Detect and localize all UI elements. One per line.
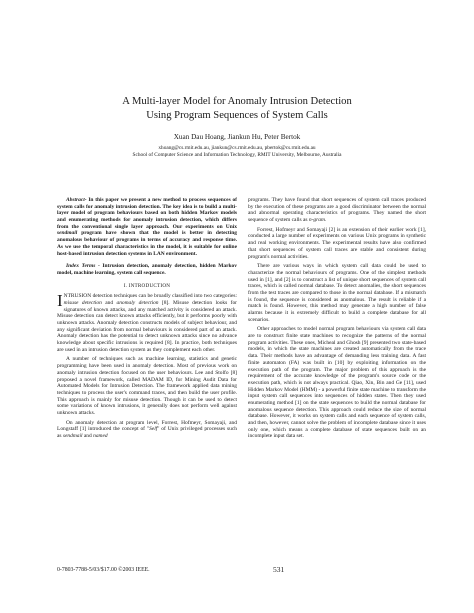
right-paragraph-1 xyxy=(248,197,426,224)
right-ngram: n-gram xyxy=(308,217,325,224)
intro-p1-a: NTRUSION detection techniques can be broadly classified into two categories: xyxy=(63,293,237,300)
intro-paragraph-3 xyxy=(57,420,237,440)
introduction xyxy=(57,293,237,439)
right-column xyxy=(248,197,426,440)
right-paragraph-2: Forrest, Hofmeyr and Somayaji [2] is an extension of their earlier work [1], conducted a large number of experiments on various Unix programs in synthetic and real working environments. The experimental results have also confirmed that short sequences of system call traces are stable and consistent during program's normal activities. xyxy=(248,226,426,260)
intro-p1-b: and xyxy=(101,299,117,306)
left-column xyxy=(57,197,237,440)
paper-title xyxy=(0,95,474,123)
intro-misuse: misuse detection xyxy=(63,299,102,306)
intro-self: Self xyxy=(149,426,158,433)
title-line-1: A Multi-layer Model for Anomaly Intrusion Detection xyxy=(122,96,352,107)
right-paragraph-4: Other approaches to model normal program behaviours via system call data are to construct finite state machines to recognize the patterns of the normal program activities. These ones, Micheal and Ghosh [9] presented two state-based models, in which the state machines are created automatically from the trace data. Their methods have an advantage of demanding less training data. A fast finite automaton (FA) was built in [10] by exploiting information on the execution path of the program. The major problem of this approach is the requirement of the accurate knowledge of the program's source code or the execution path, which is not always practical. Qiao, Xin, Bin and Ge [11], used Hidden Markov Model (HMM) - a powerful finite state machine to transform the input system call sequences into sequences of hidden states. Then they used enumerating method [1] on the state sequences to build the normal database for anomalous sequence detection. This approach could reduce the size of normal database. However, it works on system calls and each sequence of system calls, and then, however, cannot solve the problem of incomplete database since it uses only one, which means a complete database of state sequences built on an incomplete input data set. xyxy=(248,326,426,440)
index-terms xyxy=(57,263,237,276)
intro-paragraph-1 xyxy=(57,293,237,353)
page-number: 531 xyxy=(273,565,285,574)
intro-paragraph-2: A number of techniques such as machine learning, statistics and genetic programming have been used in anomaly detection. Most of previous work on anomaly intrusion detection focused on the user behaviours. Lee and Stolfo [8] proposed a novel framework, called MADAM ID, for Mining Audit Data for Automated Models for Intrusion Detection. The framework applied data mining techniques to process the user's command traces, and then build the user profile. This approach is mainly for misuse detection. Though it can be used to detect some variations of known intrusions, it generally does not perform well against unknown attacks. xyxy=(57,356,237,416)
affiliation: School of Computer Science and Information Technology, RMIT University, Melbourne, Australia xyxy=(132,151,342,158)
title-line-2: Using Program Sequences of System Calls xyxy=(146,110,328,121)
abstract-label: Abstract- xyxy=(66,197,87,203)
authors: Xuan Dau Hoang, Jiankun Hu, Peter Bertok xyxy=(173,133,301,141)
intro-p1-c: [8]. Misuse detection looks for signatures of known attacks, and any matched activity is considered an attack. Misuse detection can detect known attacks efficiently, but it performs poorly with unknown attacks. Anomaly detection constructs models of subject behaviour, and any significant deviation from normal behaviours is considered part of an attack. Anomaly detection has the potential to detect unknown attacks since no advance knowledge about specific intrusions is required [8]. In practice, both techniques are used in an intrusion detection system as they complement each other. xyxy=(57,299,237,353)
right-paragraph-3: There are various ways in which system call data could be used to characterize the normal behaviours of programs. One of the simplest methods used in [1], and [2] is to construct a list of unique short sequences of system call traces, which is called normal database. To detect anomalies, the short sequences from the test traces are compared to those in the normal database. If a mismatch is found, the sequence is considered as anomalous. The result is reliable if a match is found. However, this method may generate a high number of false alarms because it is extremely difficult to build a complete database for all scenarios. xyxy=(248,263,426,323)
right-p1-end: . xyxy=(324,217,327,224)
index-terms-label: Index Terms xyxy=(66,263,96,270)
intro-named: named xyxy=(93,433,108,439)
abstract-text: In this paper we present a new method to process sequences of system calls for anomaly intrusion detection. The key idea is to build a multi-layer model of program behaviours based on both hidden Markov models and enumerating methods for anomaly intrusion detection, which differs from the conventional single layer approach. Our experiments on Unix xyxy=(57,197,237,230)
copyright-notice: 0-7803-7788-5/03/$17.00 ©2003 IEEE. xyxy=(57,567,150,573)
intro-p3-b: " of Unix privileged processes such as xyxy=(57,426,237,439)
author-emails: xhoang@cs.rmit.edu.au, jiankun@cs.rmit.edu.au, pbertok@cs.rmit.edu.au xyxy=(158,145,316,151)
drop-cap: I xyxy=(57,291,63,311)
abstract-text-2: program have shown that the model is better in detecting anomalous behaviour of programs in terms of accuracy and response time. As we use the temporal characteristics in the model, it is suitable for online host-based intrusion detection systems in LAN environment. xyxy=(57,230,237,257)
section-heading: I. INTRODUCTION xyxy=(123,282,171,289)
abstract xyxy=(57,197,237,257)
abstract-italic: sendmail xyxy=(57,230,78,237)
title-block xyxy=(0,95,474,158)
index-terms-text: - Intrusion detection, anomaly detection, hidden Markov model, machine learning, system call sequence. xyxy=(57,263,237,276)
intro-sendmail: sendmail xyxy=(62,433,83,439)
intro-p3-c: and xyxy=(82,433,94,439)
intro-p3-a: On anomaly detection at program level, Forrest, Hofmeyr, Somayaji, and Longstaff [1] introduced the concept of " xyxy=(57,419,237,433)
right-p1: programs. They have found that short sequences of system call traces produced by the execution of these programs are a good discriminator between the normal and abnormal operating characteristics of programs. They named the short sequence of system calls as xyxy=(248,197,426,224)
intro-anomaly: anomaly detection xyxy=(116,299,159,306)
